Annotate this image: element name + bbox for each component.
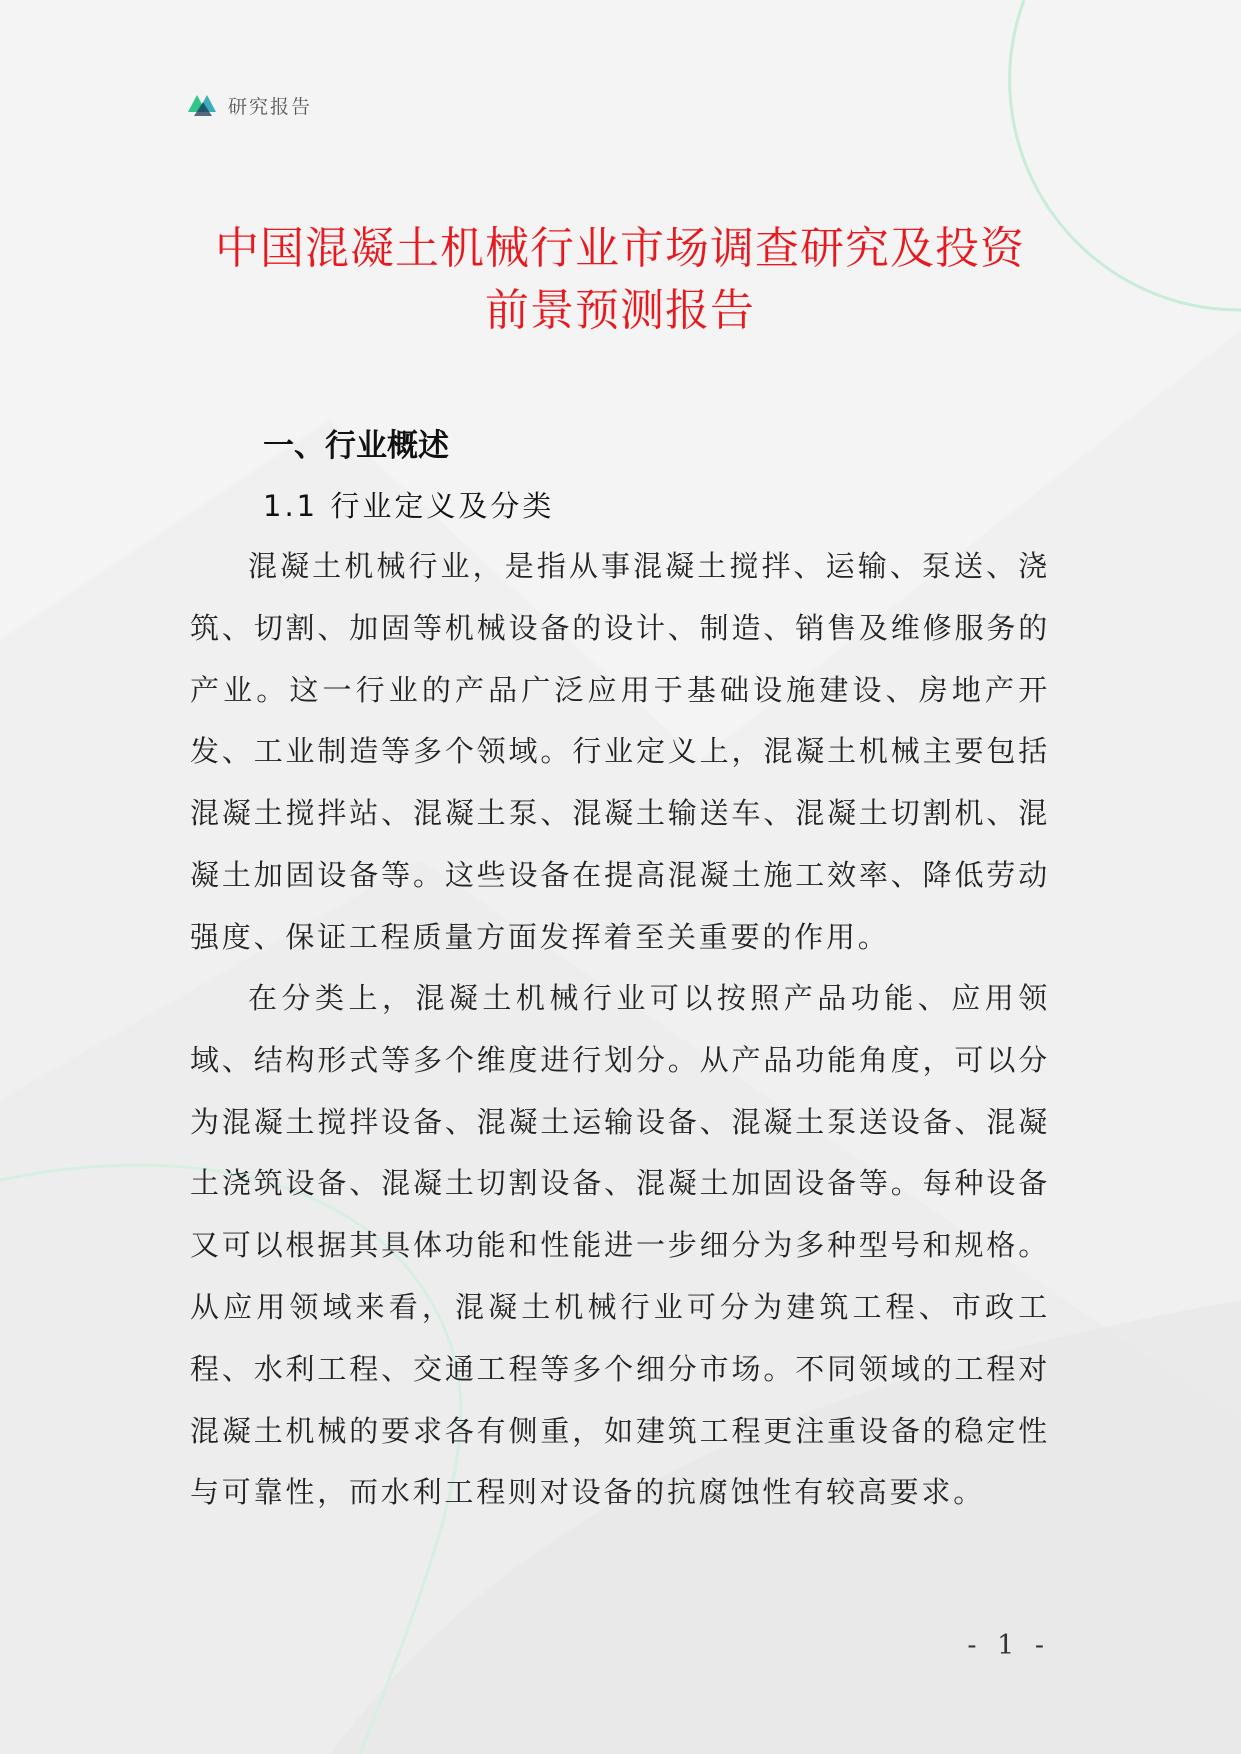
title-line-2: 前景预测报告 bbox=[485, 285, 755, 336]
section-heading: 一、行业概述 bbox=[263, 428, 449, 464]
page-number: - 1 - bbox=[967, 1630, 1050, 1661]
brand-header bbox=[186, 90, 312, 120]
brand-label: 研究报告 bbox=[228, 95, 313, 118]
subsection-heading: 1.1 行业定义及分类 bbox=[263, 489, 555, 523]
paragraph-definition: 混凝土机械行业，是指从事混凝土搅拌、运输、泵送、浇筑、切割、加固等机械设备的设计、制造、销售及维修服务的产业。这一行业的产品广泛应用于基础设施建设、房地产开发、工业制造等多个领域。行业定义上，混凝土机械主要包括混凝土搅拌站、混凝土泵、混凝土输送车、混凝土切割机、混凝土加固设备等。这些设备在提高混凝土施工效率、降低劳动强度、保证工程质量方面发挥着至关重要的作用。 bbox=[190, 549, 1050, 954]
paragraph-classification: 在分类上，混凝土机械行业可以按照产品功能、应用领域、结构形式等多个维度进行划分。从产品功能角度，可以分为混凝土搅拌设备、混凝土运输设备、混凝土泵送设备、混凝土浇筑设备、混凝土切割设备、混凝土加固设备等。每种设备又可以根据其具体功能和性能进一步细分为多种型号和规格。从应用领域来看，混凝土机械行业可分为建筑工程、市政工程、水利工程、交通工程等多个细分市场。不同领域的工程对混凝土机械的要求各有侧重，如建筑工程更注重设备的稳定性与可靠性，而水利工程则对设备的抗腐蚀性有较高要求。 bbox=[190, 981, 1050, 1510]
title-line-1: 中国混凝土机械行业市场调查研究及投资 bbox=[215, 223, 1025, 274]
document-title bbox=[150, 218, 1090, 342]
brand-logo-icon bbox=[186, 90, 220, 120]
